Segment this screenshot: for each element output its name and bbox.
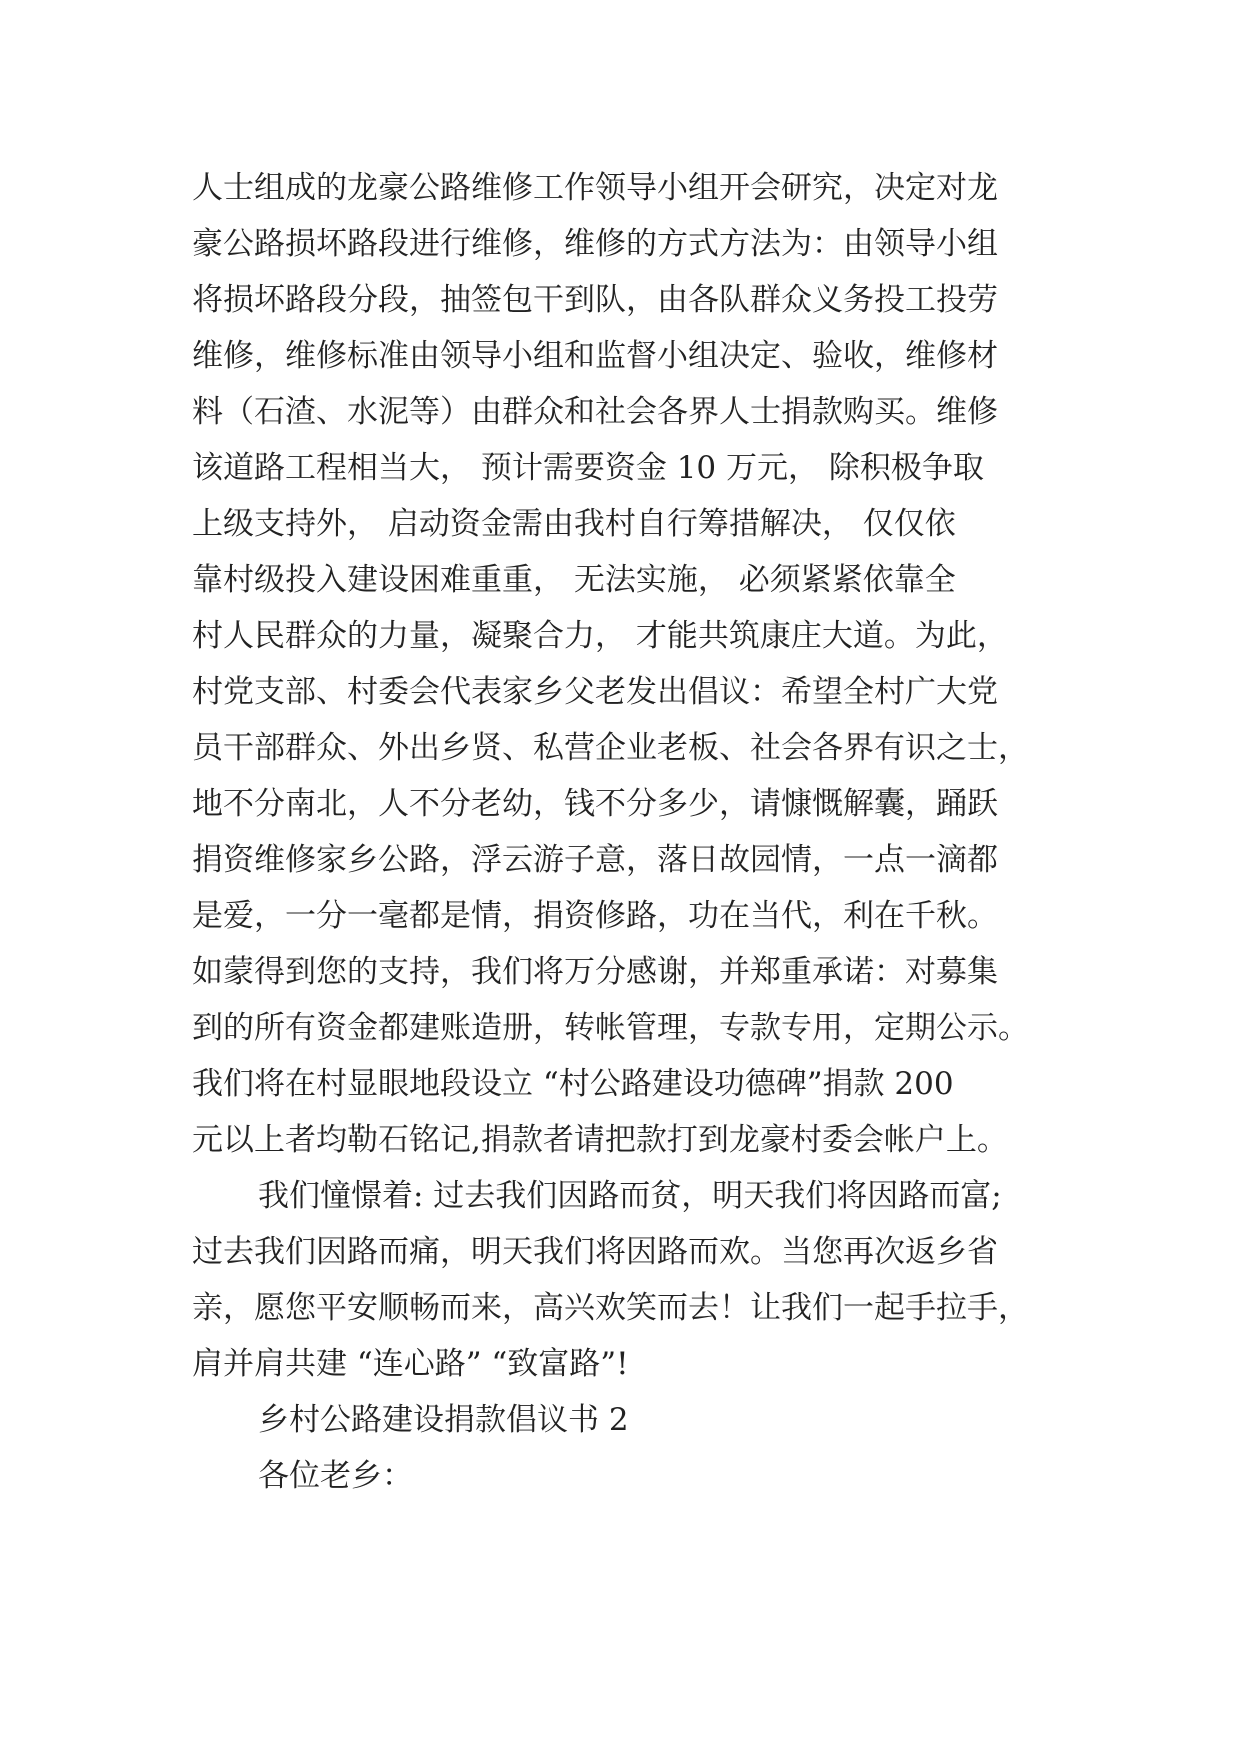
text-line: 地不分南北，人不分老幼，钱不分多少，请慷慨解囊，踊跃 (192, 786, 998, 822)
text-line: 靠村级投入建设困难重重， 无法实施， 必须紧紧依靠全 (192, 562, 956, 598)
text-line: 料（石渣、水泥等）由群众和社会各界人士捐款购买。维修 (192, 394, 998, 430)
text-line: 上级支持外， 启动资金需由我村自行筹措解决， 仅仅依 (192, 506, 956, 542)
text-line: 肩并肩共建 “连心路” “致富路”! (192, 1346, 629, 1382)
text-line: 村党支部、村委会代表家乡父老发出倡议：希望全村广大党 (192, 674, 998, 710)
salutation: 各位老乡： (258, 1458, 413, 1494)
text-line: 捐资维修家乡公路，浮云游子意，落日故园情，一点一滴都 (192, 842, 998, 878)
text-line: 村人民群众的力量，凝聚合力， 才能共筑康庄大道。为此， (192, 618, 1008, 654)
text-line: 将损坏路段分段，抽签包干到队，由各队群众义务投工投劳 (192, 282, 998, 318)
text-line: 人士组成的龙豪公路维修工作领导小组开会研究，决定对龙 (192, 170, 998, 206)
text-line: 到的所有资金都建账造册，转帐管理，专款专用，定期公示。 (192, 1010, 1029, 1046)
section-title: 乡村公路建设捐款倡议书 2 (258, 1402, 629, 1438)
paragraph-start-line: 我们憧憬着: 过去我们因路而贫，明天我们将因路而富; (258, 1178, 1002, 1214)
text-line: 亲，愿您平安顺畅而来，高兴欢笑而去！让我们一起手拉手， (192, 1290, 1029, 1326)
text-line: 元以上者均勒石铭记,捐款者请把款打到龙豪村委会帐户上。 (192, 1122, 1008, 1158)
text-line: 豪公路损坏路段进行维修，维修的方式方法为：由领导小组 (192, 226, 998, 262)
text-line: 维修，维修标准由领导小组和监督小组决定、验收，维修材 (192, 338, 998, 374)
document-body (192, 160, 1082, 1504)
text-line: 如蒙得到您的支持，我们将万分感谢，并郑重承诺：对募集 (192, 954, 998, 990)
text-line: 我们将在村显眼地段设立 “村公路建设功德碑”捐款 200 (192, 1066, 954, 1102)
text-line: 过去我们因路而痛，明天我们将因路而欢。当您再次返乡省 (192, 1234, 998, 1270)
text-line: 是爱，一分一毫都是情，捐资修路，功在当代，利在千秋。 (192, 898, 998, 934)
text-line: 员干部群众、外出乡贤、私营企业老板、社会各界有识之士， (192, 730, 1029, 766)
text-line: 该道路工程相当大， 预计需要资金 10 万元， 除积极争取 (192, 450, 984, 486)
